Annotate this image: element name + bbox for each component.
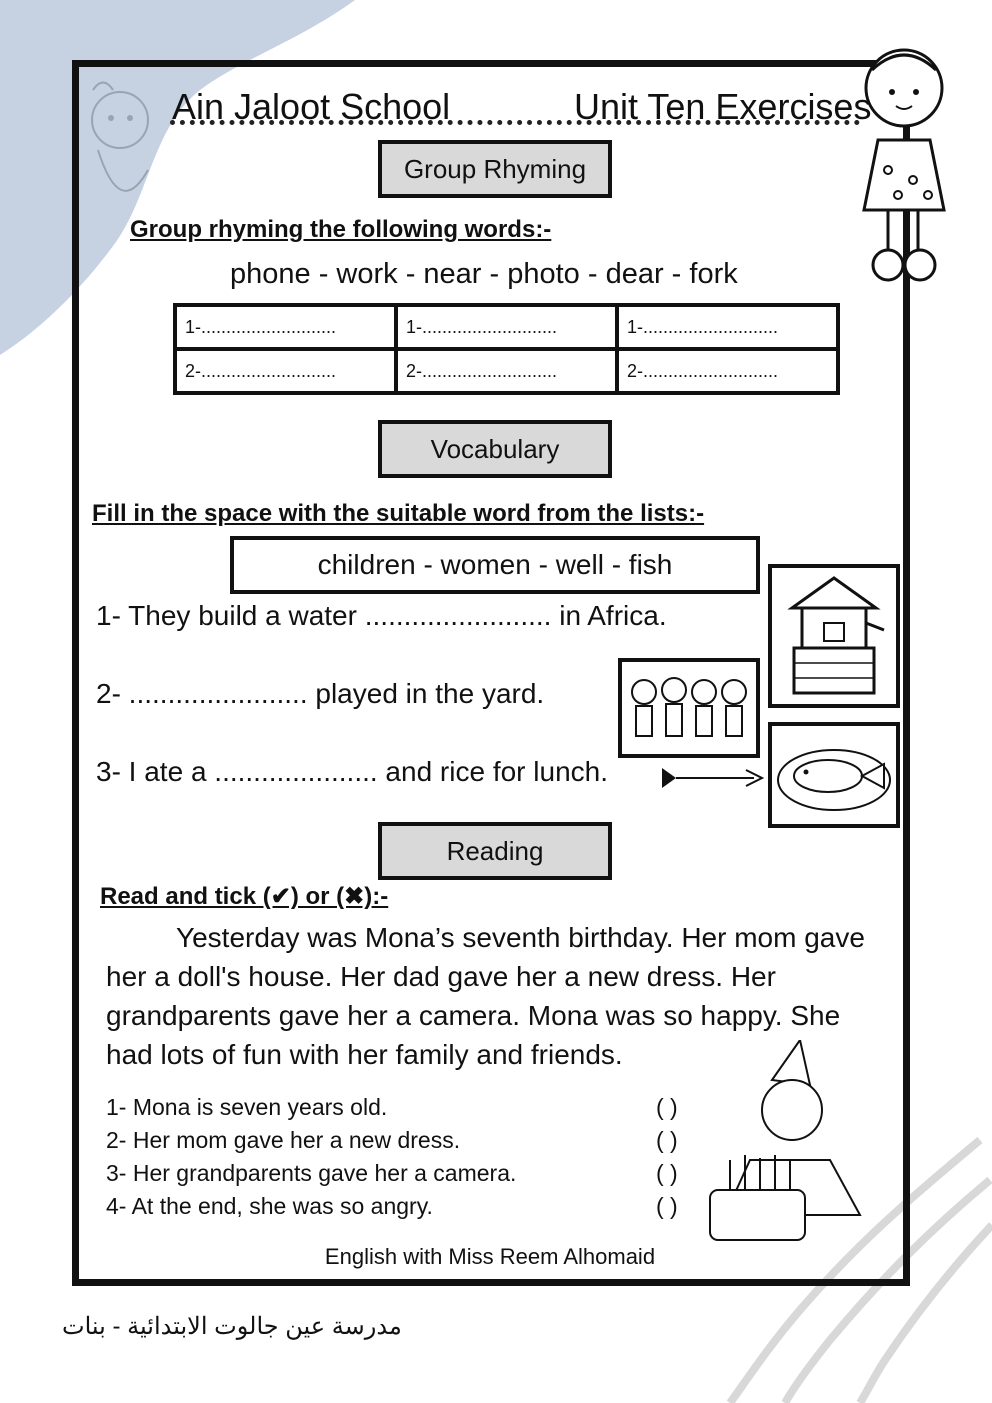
children-picture [618,658,760,758]
rhyme-cell[interactable]: 2-........................... [617,349,838,393]
arabic-school-name: مدرسة عين جالوت الابتدائية - بنات [62,1313,402,1340]
group-rhyming-heading: Group Rhyming [378,140,612,198]
fish-picture [768,722,900,828]
baby-doodle-icon [78,70,163,230]
group-rhyming-instruction: Group rhyming the following words:- [130,216,552,243]
well-icon [772,568,896,704]
rhyme-cell[interactable]: 1-........................... [396,305,617,349]
vocab-sentence-2: 2- ....................... played in the yard. [96,678,545,709]
table-row [175,349,838,393]
question-4: 4- At the end, she was so angry. [106,1193,433,1219]
unit-title: Unit Ten Exercises [574,86,872,127]
answer-blank-3[interactable]: ( ) [656,1160,678,1186]
vocabulary-instruction: Fill in the space with the suitable word from the lists:- [92,500,705,527]
arrow-icon [662,764,766,792]
credit-line: English with Miss Reem Alhomaid [324,1244,656,1269]
passage-text: Yesterday was Mona’s seventh birthday. Her mom gave her a doll's house. Her dad gave her a new dress. Her grandparents gave her a camera. Mona was so happy. She had lots of fun with her family and friends. [106,922,865,1070]
birthday-girl-icon [700,1040,870,1250]
girl-doll-icon [858,30,950,285]
rhyme-word-list: phone - work - near - photo - dear - fork [230,258,738,290]
vocab-sentence-3: 3- I ate a ..................... and rice for lunch. [96,756,608,787]
answer-blank-2[interactable]: ( ) [656,1127,678,1153]
reading-heading: Reading [378,822,612,880]
question-1: 1- Mona is seven years old. [106,1094,388,1120]
vocab-sentence-1: 1- They build a water ........................ in Africa. [96,600,667,631]
children-icon [622,662,756,754]
rhyme-cell[interactable]: 1-........................... [617,305,838,349]
question-3: 3- Her grandparents gave her a camera. [106,1160,517,1186]
reading-instruction: Read and tick (✔) or (✖):- [100,883,389,910]
table-row [175,305,838,349]
answer-blank-4[interactable]: ( ) [656,1193,678,1219]
well-picture [768,564,900,708]
rhyme-cell[interactable]: 2-........................... [175,349,396,393]
school-name: Ain Jaloot School [172,86,451,127]
question-2: 2- Her mom gave her a new dress. [106,1127,461,1153]
rhyme-cell[interactable]: 2-........................... [396,349,617,393]
vocabulary-heading: Vocabulary [378,420,612,478]
rhyme-cell[interactable]: 1-........................... [175,305,396,349]
fish-icon [772,726,896,824]
answer-blank-1[interactable]: ( ) [656,1094,678,1120]
title-dotted-line [170,120,860,125]
rhyme-table [173,303,840,395]
vocabulary-word-box: children - women - well - fish [230,536,760,594]
